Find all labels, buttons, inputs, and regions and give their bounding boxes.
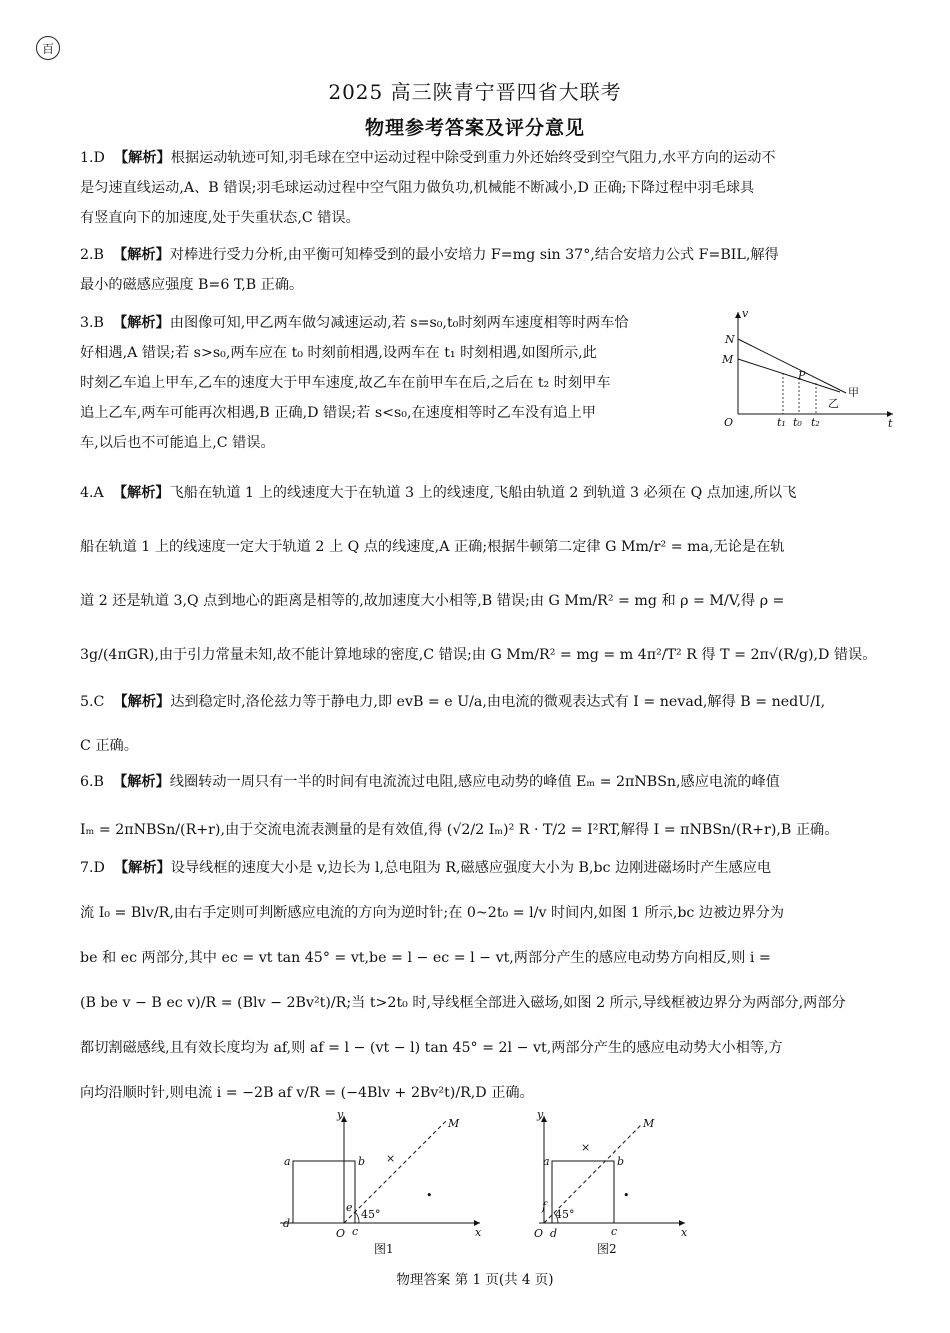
answer-6 [80, 758, 870, 854]
velocity-time-graph [722, 306, 898, 430]
angle-label: 45° [361, 1208, 381, 1221]
jia-label: 甲 [848, 386, 859, 399]
field-cross: × [386, 1152, 396, 1165]
t2-label: t₂ [811, 416, 820, 429]
angle-arc [355, 1212, 359, 1223]
b-label: b [617, 1155, 625, 1168]
x-label: x [681, 1226, 688, 1239]
origin-label: O [724, 416, 734, 429]
m-label: M [448, 1117, 460, 1130]
answer-line: 根据运动轨迹可知,羽毛球在空中运动过程中除受到重力外还始终受到空气阻力,水平方向的运动不 [170, 150, 776, 166]
answer-line: 飞船在轨道 1 上的线速度大于在轨道 3 上的线速度,飞船由轨道 2 到轨道 3 必须在 Q 点加速,所以飞 [169, 485, 797, 501]
boundary-line [344, 1121, 446, 1223]
field-dot: • [623, 1189, 630, 1202]
analysis-tag: 【解析】 [113, 247, 170, 263]
answer-line: 线圈转动一周只有一半的时间有电流流过电阻,感应电动势的峰值 Eₘ = 2πNBSn,感应电流的峰值 [169, 774, 780, 790]
answer-line: 对棒进行受力分析,由平衡可知棒受到的最小安培力 F=mg sin 37°,结合安培力公式 F=BIL,解得 [169, 247, 779, 263]
field-cross: × [581, 1141, 591, 1154]
v-axis-label: v [742, 307, 749, 320]
c-label: c [352, 1225, 359, 1238]
b-label: b [358, 1155, 366, 1168]
answer-line: 流 I₀ = Blv/R,由右手定则可判断感应电流的方向为逆时针;在 0~2t₀ = l/v 时间内,如图 1 所示,bc 边被边界分为 [80, 905, 785, 921]
answer-line: 车,以后也不可能追上,C 错误。 [80, 435, 275, 451]
a-label: a [543, 1155, 550, 1168]
y-label: y [537, 1108, 544, 1121]
analysis-tag: 【解析】 [113, 694, 171, 710]
origin-label: O [534, 1227, 544, 1240]
answer-number: 7.D [80, 860, 105, 876]
answer-line: 船在轨道 1 上的线速度一定大于轨道 2 上 Q 点的线速度,A 正确;根据牛顿第二定律 G Mm/r² = ma,无论是在轨 [80, 539, 785, 555]
answer-5 [80, 680, 870, 768]
answer-7 [80, 846, 870, 1116]
answer-line: 最小的磁感应强度 B=6 T,B 正确。 [80, 277, 304, 293]
answer-line: 3g/(4πGR),由于引力常量未知,故不能计算地球的密度,C 错误;由 G Mm/R² = mg = m 4π²/T² R 得 T = 2π√(R/g),D 错误。 [80, 647, 877, 663]
point-n-label: N [725, 333, 735, 346]
m-label: M [643, 1117, 655, 1130]
figure-2-caption: 图2 [597, 1242, 617, 1256]
answer-line: 追上乙车,两车可能再次相遇,B 正确,D 错误;若 s<s₀,在速度相等时乙车没有追上甲 [80, 405, 596, 421]
a-label: a [284, 1155, 291, 1168]
answer-line: 好相遇,A 错误;若 s>s₀,两车应在 t₀ 时刻前相遇,设两车在 t₁ 时刻相遇,如图所示,此 [80, 345, 597, 361]
answer-line: be 和 ec 两部分,其中 ec = vt tan 45° = vt,be = l − ec = l − vt,两部分产生的感应电动势方向相反,则 i = [80, 950, 771, 966]
document-title: 物理参考答案及评分意见 [364, 117, 585, 139]
answer-line: 设导线框的速度大小是 v,边长为 l,总电阻为 R,磁感应强度大小为 B,bc 边刚进磁场时产生感应电 [170, 860, 772, 876]
answer-line: 有竖直向下的加速度,处于失重状态,C 错误。 [80, 210, 360, 226]
answer-number: 3.B [80, 315, 104, 331]
answer-2 [80, 240, 870, 300]
corner-badge: 百 [36, 36, 60, 60]
figure-1 [280, 1108, 490, 1258]
analysis-tag: 【解析】 [113, 860, 171, 876]
exam-title: 2025 高三陕青宁晋四省大联考 [328, 80, 622, 104]
y-label: y [337, 1108, 344, 1121]
field-dot: • [426, 1189, 433, 1202]
point-m-label: M [722, 353, 734, 366]
t0-label: t₀ [793, 416, 802, 429]
analysis-tag: 【解析】 [112, 485, 170, 501]
answer-line: 达到稳定时,洛伦兹力等于静电力,即 evB = e U/a,由电流的微观表达式有 I = nevad,解得 B = nedU/I, [170, 694, 826, 710]
line-yi [738, 339, 846, 393]
t-axis-label: t [888, 417, 893, 430]
answer-line: (B be v − B ec v)/R = (Blv − 2Bv²t)/R;当 t>2t₀ 时,导线框全部进入磁场,如图 2 所示,导线框被边界分为两部分,两部分 [80, 995, 846, 1011]
answer-1 [80, 143, 870, 233]
point-p-label: P [798, 369, 806, 382]
figure-2 [525, 1108, 695, 1258]
d-label: d [550, 1227, 558, 1240]
answer-line: 由图像可知,甲乙两车做匀减速运动,若 s=s₀,t₀时刻两车速度相等时两车恰 [169, 315, 629, 331]
answer-line: 道 2 还是轨道 3,Q 点到地心的距离是相等的,故加速度大小相等,B 错误;由 G Mm/R² = mg 和 ρ = M/V,得 ρ = [80, 593, 785, 609]
answer-line: Iₘ = 2πNBSn/(R+r),由于交流电流表测量的是有效值,得 (√2/2 Iₘ)² R · T/2 = I²RT,解得 I = πNBSn/(R+r),B 正确。 [80, 822, 839, 838]
answer-4 [80, 466, 877, 682]
c-label: c [611, 1225, 618, 1238]
answer-line: 向均沿顺时针,则电流 i = −2B af v/R = (−4Blv + 2Bv²t)/R,D 正确。 [80, 1085, 534, 1101]
answer-line: 是匀速直线运动,A、B 错误;羽毛球运动过程中空气阻力做负功,机械能不断减小,D 正确;下降过程中羽毛球具 [80, 180, 755, 196]
yi-label: 乙 [828, 397, 839, 410]
answer-line: 都切割磁感线,且有效长度均为 af,则 af = l − (vt − l) tan 45° = 2l − vt,两部分产生的感应电动势大小相等,方 [80, 1040, 783, 1056]
analysis-tag: 【解析】 [113, 315, 170, 331]
v-axis-arrow [735, 312, 741, 318]
origin-label: O [336, 1227, 346, 1240]
answer-number: 4.A [80, 485, 104, 501]
answer-line: C 正确。 [80, 738, 138, 754]
e-label: e [346, 1201, 353, 1214]
answer-number: 6.B [80, 774, 104, 790]
answer-number: 2.B [80, 247, 104, 263]
analysis-tag: 【解析】 [113, 774, 170, 790]
answer-3 [80, 308, 720, 458]
angle-label: 45° [555, 1208, 575, 1221]
answer-line: 时刻乙车追上甲车,乙车的速度大于甲车速度,故乙车在前甲车在后,之后在 t₂ 时刻甲车 [80, 375, 611, 391]
answer-number: 5.C [80, 694, 105, 710]
t1-label: t₁ [777, 416, 786, 429]
page-footer: 物理答案 第 1 页(共 4 页) [396, 1272, 554, 1288]
d-label: d [283, 1217, 291, 1230]
answer-number: 1.D [80, 150, 105, 166]
x-label: x [475, 1226, 482, 1239]
figure-1-caption: 图1 [374, 1242, 394, 1256]
f-label: f [542, 1200, 547, 1213]
analysis-tag: 【解析】 [113, 150, 171, 166]
